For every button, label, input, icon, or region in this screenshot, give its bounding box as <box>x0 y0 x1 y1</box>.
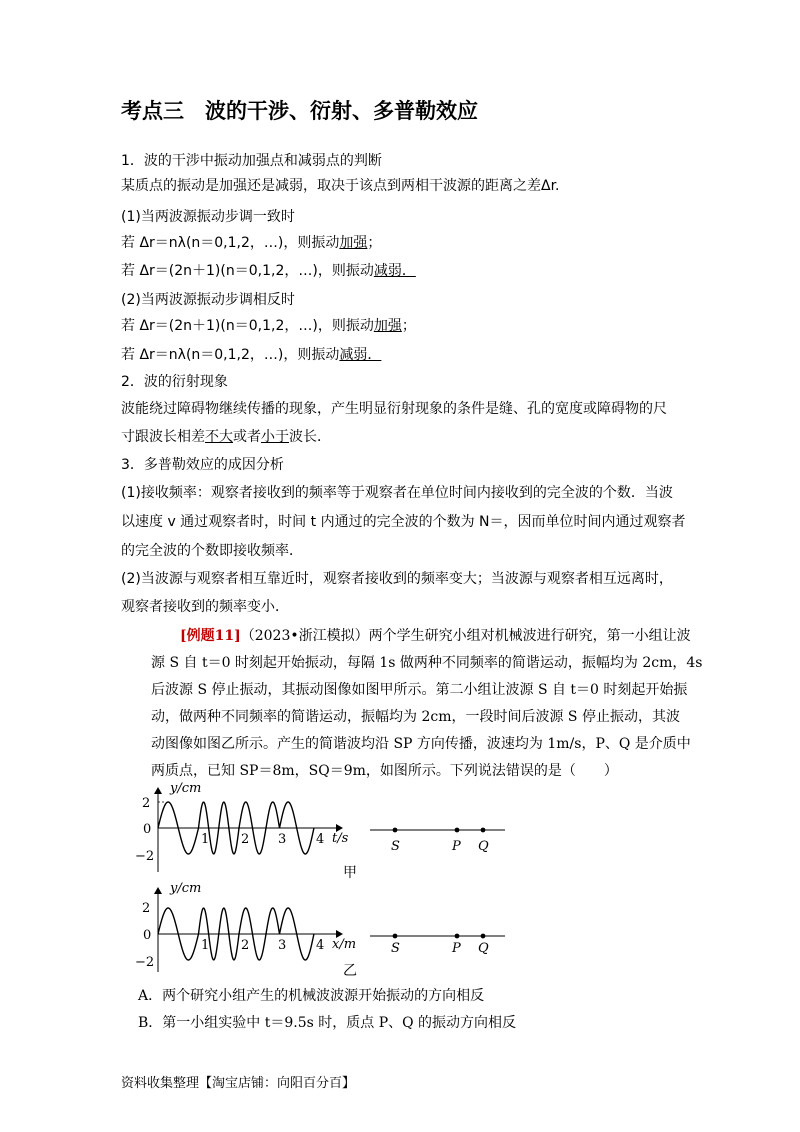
case1-a-text: 若 Δr＝nλ(n＝0,1,2，…)，则振动 <box>121 235 340 251</box>
jia-xtick-3: 3 <box>278 832 287 847</box>
jia-x-label: t/s <box>332 831 349 846</box>
yi-xtick-1: 1 <box>201 938 210 953</box>
case2-b-answer: 减弱． <box>339 347 382 363</box>
section1-case2: (2)当两波源振动步调相反时 <box>121 292 295 308</box>
case1-line-a <box>121 233 381 253</box>
jia-ytick-neg2: −2 <box>135 849 155 864</box>
case2-a-end: ； <box>401 318 416 334</box>
section1-case1: (1)当两波源振动步调一致时 <box>121 209 295 225</box>
yi-ytick-neg2: −2 <box>135 955 155 970</box>
jia-point-q <box>481 828 486 833</box>
example-line6: 两质点，已知 SP＝8m，SQ＝9m，如图所示。下列说法错误的是（ ） <box>151 763 618 779</box>
yi-point-q <box>481 934 486 939</box>
page-title: 考点三 波的干涉、衍射、多普勒效应 <box>121 98 478 123</box>
section3-p1-line3: 的完全波的个数即接收频率． <box>121 543 303 559</box>
option-b: B．第一小组实验中 t＝9.5s 时，质点 P、Q 的振动方向相反 <box>138 1015 517 1031</box>
yi-point-p <box>455 934 460 939</box>
section1-intro: 某质点的振动是加强还是减弱，取决于该点到两相干波源的距离之差Δr. <box>121 178 560 194</box>
option-a: A．两个研究小组产生的机械波波源开始振动的方向相反 <box>138 988 485 1004</box>
jia-label-q: Q <box>478 839 489 854</box>
figure-jia <box>130 780 530 880</box>
jia-xtick-1: 1 <box>201 832 210 847</box>
yi-label-s: S <box>391 941 400 956</box>
s2-l2-answer2: 小于 <box>261 429 289 445</box>
yi-ytick-2: 2 <box>142 901 151 916</box>
yi-x-label: x/m <box>332 937 357 952</box>
yi-xtick-4: 4 <box>316 938 325 953</box>
jia-xtick-4: 4 <box>316 832 325 847</box>
yi-label-p: P <box>452 941 461 956</box>
jia-label-s: S <box>391 839 400 854</box>
case1-a-answer: 加强 <box>339 235 368 251</box>
section3-p1-line2: 以速度 v 通过观察者时，时间 t 内通过的完全波的个数为 N＝，因而单位时间内通过观察者 <box>121 514 686 530</box>
case1-a-end: ； <box>367 235 382 251</box>
example-line3: 后波源 S 停止振动，其振动图像如图甲所示。第二小组让波源 S 自 t＝0 时刻起开始振 <box>151 682 688 698</box>
jia-label-p: P <box>452 839 461 854</box>
section2-heading: 2．波的衍射现象 <box>121 374 228 390</box>
yi-xtick-2: 2 <box>241 938 250 953</box>
yi-ytick-0: 0 <box>143 928 152 943</box>
example-line1 <box>180 626 691 646</box>
section3-p2-line1: (2)当波源与观察者相互靠近时，观察者接收到的频率变大；当波源与观察者相互远离时， <box>121 571 673 587</box>
case2-line-a <box>121 316 416 336</box>
section1-heading: 1．波的干涉中振动加强点和减弱点的判断 <box>121 153 382 169</box>
section2-line1: 波能绕过障碍物继续传播的现象，产生明显衍射现象的条件是缝、孔的宽度或障碍物的尺 <box>121 401 667 417</box>
case2-line-b <box>121 345 381 365</box>
jia-point-p <box>455 828 460 833</box>
example-l1-text: （2023•浙江模拟）两个学生研究小组对机械波进行研究，第一小组让波 <box>240 628 691 644</box>
yi-xtick-3: 3 <box>278 938 287 953</box>
section3-p1-line1: (1)接收频率：观察者接收到的频率等于观察者在单位时间内接收到的完全波的个数．当波 <box>121 485 673 501</box>
yi-y-label: y/cm <box>170 881 202 896</box>
s2-l2-answer1: 不大 <box>205 429 233 445</box>
example-tag: [例题11] <box>180 628 241 644</box>
case1-b-answer: 减弱． <box>373 263 416 279</box>
s2-l2-mid: 或者 <box>233 429 261 445</box>
case1-line-b <box>121 261 416 281</box>
jia-ytick-2: 2 <box>142 796 151 811</box>
example-line2: 源 S 自 t＝0 时刻起开始振动，每隔 1s 做两种不同频率的简谐运动，振幅均为 2cm，4s <box>151 655 703 671</box>
yi-point-s <box>393 934 398 939</box>
jia-xtick-2: 2 <box>241 832 250 847</box>
case2-a-text: 若 Δr＝(2n＋1)(n＝0,1,2，…)，则振动 <box>121 318 374 334</box>
yi-caption: 乙 <box>343 963 357 979</box>
s2-l2-post: 波长． <box>289 429 331 445</box>
section3-p2-line2: 观察者接收到的频率变小． <box>121 599 289 615</box>
figure-yi <box>130 880 530 980</box>
jia-caption: 甲 <box>343 865 357 880</box>
case2-a-answer: 加强 <box>373 318 402 334</box>
example-line5: 动图像如图乙所示。产生的简谐波均沿 SP 方向传播，波速均为 1m/s，P、Q 是介质中 <box>151 736 691 752</box>
yi-label-q: Q <box>478 941 489 956</box>
footer-note: 资料收集整理【淘宝店铺：向阳百分百】 <box>121 1076 356 1091</box>
section3-heading: 3．多普勒效应的成因分析 <box>121 457 284 473</box>
s2-l2-pre: 寸跟波长相差 <box>121 429 205 445</box>
jia-ytick-0: 0 <box>143 822 152 837</box>
case1-b-text: 若 Δr＝(2n＋1)(n＝0,1,2，…)，则振动 <box>121 263 374 279</box>
jia-point-s <box>393 828 398 833</box>
example-line4: 动，做两种不同频率的简谐运动，振幅均为 2cm，一段时间后波源 S 停止振动，其波 <box>151 709 680 725</box>
jia-y-label: y/cm <box>170 781 202 796</box>
case2-b-text: 若 Δr＝nλ(n＝0,1,2，…)，则振动 <box>121 347 340 363</box>
section2-line2 <box>121 427 331 447</box>
